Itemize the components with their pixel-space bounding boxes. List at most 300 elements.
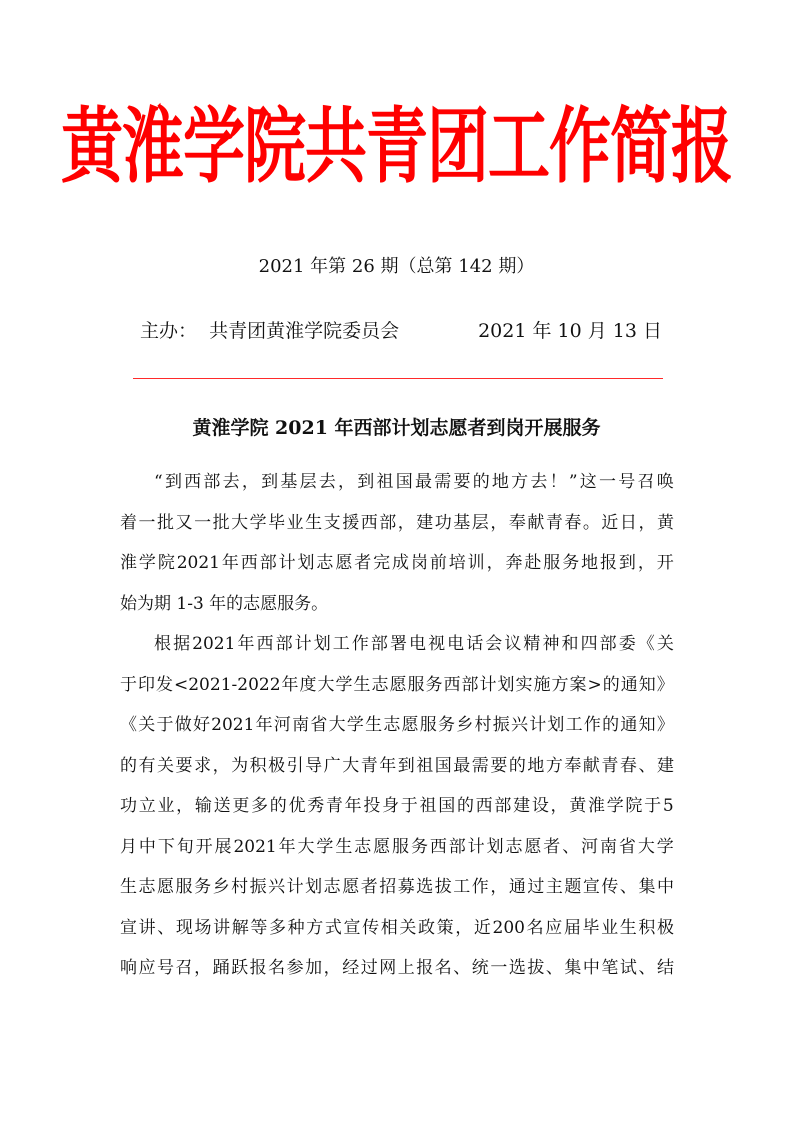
glyph: 种 [287,917,305,938]
glyph: 省 [618,836,636,857]
glyph: 做 [174,715,192,735]
glyph: 志 [354,836,372,857]
glyph: 建 [416,512,434,533]
glyph: 、 [619,877,637,897]
glyph: 极 [656,917,674,938]
glyph: 业 [286,512,304,533]
glyph: 愿 [373,836,391,857]
glyph: 200 [492,917,525,938]
glyph: ， [212,755,230,776]
glyph: 讲 [213,917,231,938]
glyph: 西 [184,472,202,492]
glyph: 应 [545,917,563,938]
glyph: 服 [175,877,193,897]
glyph: 愿 [335,553,353,573]
glyph: 求 [194,755,212,776]
glyph: 西 [443,674,461,695]
glyph: 募 [397,877,415,897]
glyph: 西 [360,512,378,533]
body-line [120,462,674,503]
glyph: 身 [382,796,400,816]
glyph: 地 [527,755,545,776]
glyph: 展 [214,836,232,857]
glyph: 工 [565,715,583,735]
body-line [120,867,674,908]
glyph: 统 [471,958,489,978]
glyph: 这 [579,472,597,492]
glyph: 、 [453,958,471,978]
body-line [120,827,674,868]
body-line [120,908,674,949]
glyph: 届 [563,917,581,938]
glyph: 划 [297,553,315,573]
glyph: 号 [157,958,175,978]
glyph: 岗 [410,553,428,573]
glyph: ， [486,553,504,573]
glyph: 去 [530,472,548,492]
glyph: 根 [154,634,171,654]
glyph: 乡 [212,877,230,897]
glyph: ， [637,553,655,573]
body-line [120,948,674,989]
glyph: 河 [581,836,599,857]
glyph: 的 [472,472,490,492]
glyph: 精 [523,634,541,654]
glyph: 于 [644,796,662,816]
glyph: 报 [600,553,618,573]
glyph: 旬 [176,836,194,857]
glyph: 计 [467,836,485,857]
glyph: 服 [419,715,437,735]
glyph: 策 [436,917,454,938]
glyph: 奉 [508,512,526,533]
glyph: 援 [342,512,360,533]
glyph: 集 [638,877,656,897]
glyph: 投 [363,796,381,816]
glyph: 度 [299,674,317,695]
glyph: 主 [545,877,563,897]
glyph: 划 [486,836,504,857]
glyph: 笔 [601,958,619,978]
glyph: 祖 [419,796,437,816]
glyph: 国 [434,755,452,776]
glyph: 划 [497,674,515,695]
glyph: 的 [508,755,526,776]
glyph: 学 [606,796,624,816]
glyph: 春 [564,512,582,533]
glyph: 设 [531,796,549,816]
glyph: 基 [280,472,298,492]
glyph: 多 [251,796,269,816]
glyph: 愿 [157,877,175,897]
glyph: 的 [120,755,137,776]
glyph: 部 [370,634,388,654]
glyph: 委 [618,634,636,654]
glyph: 通 [620,715,638,735]
glyph: 者 [543,836,561,857]
glyph: 业 [157,796,175,816]
glyph: 、 [545,958,563,978]
glyph: 一 [490,958,508,978]
glyph: 志 [323,877,341,897]
glyph: 名 [434,958,452,978]
glyph: 计 [294,634,312,654]
glyph: 部 [275,634,293,654]
glyph: 生 [619,917,637,938]
glyph: 志 [138,877,156,897]
glyph: 中 [138,836,156,857]
glyph: 愿 [524,836,542,857]
glyph: 者 [360,877,378,897]
glyph: 愿 [389,674,407,695]
glyph: 关 [157,755,175,776]
glyph: 西 [240,553,258,573]
glyph: 秀 [307,796,325,816]
glyph: 优 [288,796,306,816]
glyph: 到 [618,553,636,573]
body-line [120,746,674,787]
glyph: 输 [194,796,212,816]
glyph: “ [154,472,163,492]
glyph: 青 [360,755,378,776]
glyph: 毕 [582,917,600,938]
glyph: 一 [599,472,617,492]
sponsor-label: 主办： [140,320,198,342]
glyph: 、 [638,958,656,978]
glyph: 要 [175,755,193,776]
glyph: 部 [448,836,466,857]
glyph: 试 [619,958,637,978]
glyph: 务 [194,877,212,897]
glyph: 解 [231,917,249,938]
glyph: 部 [599,634,617,654]
glyph: 响 [120,958,137,978]
article-title: 黄淮学院 2021 年西部计划志愿者到岗开展服务 [192,417,601,439]
glyph: 开 [656,553,674,573]
glyph: ， [194,958,212,978]
glyph: 批 [157,512,175,533]
glyph: 召 [637,472,655,492]
glyph: 四 [580,634,598,654]
glyph: 到 [357,472,375,492]
glyph: 年 [255,715,273,735]
glyph: 国 [438,796,456,816]
glyph: 下 [157,836,175,857]
glyph: 青 [325,796,343,816]
glyph: 南 [292,715,310,735]
glyph: 完 [373,553,391,573]
glyph: 地 [491,472,509,492]
glyph: 集 [564,958,582,978]
glyph: 讲 [138,917,156,938]
glyph: ， [455,917,473,938]
glyph: 2021 [192,634,236,654]
glyph: 划 [305,877,323,897]
glyph: 到 [261,472,279,492]
glyph: 过 [527,877,545,897]
glyph: 报 [249,958,267,978]
glyph: 、 [638,755,656,776]
glyph: ， [323,958,341,978]
glyph: 国 [395,472,413,492]
glyph: 上 [397,958,415,978]
glyph: 方 [545,755,563,776]
glyph: 去 [318,472,336,492]
glyph: 献 [582,755,600,776]
glyph: 。 [582,512,600,533]
glyph: 名 [268,958,286,978]
glyph: 选 [508,958,526,978]
glyph: 相 [380,917,398,938]
glyph: 生 [335,836,353,857]
glyph: 地 [581,553,599,573]
glyph: 《 [120,715,137,735]
glyph: 宣 [343,917,361,938]
glyph: 划 [313,634,331,654]
glyph: 生 [120,877,137,897]
glyph: 毕 [268,512,286,533]
glyph: 结 [656,958,674,978]
glyph: 导 [305,755,323,776]
glyph: 年 [237,634,255,654]
glyph: 西 [256,634,274,654]
glyph: 召 [175,958,193,978]
glyph: 要 [490,755,508,776]
glyph: <2021-2022 [174,674,281,695]
glyph: 的 [269,796,287,816]
glyph: 务 [410,836,428,857]
glyph: 传 [362,917,380,938]
glyph: 方 [306,917,324,938]
glyph: 到 [164,472,182,492]
sponsor-block [140,316,399,346]
glyph: 大 [317,674,335,695]
glyph: 一 [138,512,156,533]
glyph: 工 [332,634,350,654]
issue-date: 2021 年 10 月 13 日 [478,320,662,342]
glyph: 层 [299,472,317,492]
glyph: 立 [138,796,156,816]
glyph: 大 [328,715,346,735]
glyph: ！ [549,472,567,492]
glyph: ， [338,472,356,492]
glyph: 着 [120,512,137,533]
glyph: 踊 [212,958,230,978]
glyph: 作 [583,715,601,735]
glyph: 计 [286,877,304,897]
glyph: 年 [379,755,397,776]
glyph: 于 [156,715,174,735]
glyph: 过 [360,958,378,978]
glyph: 建 [513,796,531,816]
glyph: 月 [120,836,137,857]
glyph: 会 [485,634,503,654]
body-line [120,705,674,746]
glyph: 部 [461,674,479,695]
glyph: 志 [371,674,389,695]
glyph: 、 [157,917,175,938]
glyph: 省 [310,715,328,735]
glyph: 的 [456,796,474,816]
glyph: 计 [278,553,296,573]
glyph: 大 [637,836,655,857]
glyph: 送 [213,796,231,816]
glyph: 好 [192,715,210,735]
glyph: ， [550,796,568,816]
glyph: ， [638,512,656,533]
glyph: 训 [467,553,485,573]
glyph: 务 [562,553,580,573]
glyph: 又 [175,512,193,533]
glyph: 村 [231,877,249,897]
glyph: 振 [249,877,267,897]
glyph: 、 [562,836,580,857]
glyph: 务 [425,674,443,695]
glyph: 大 [297,836,315,857]
glyph: 实 [515,674,533,695]
glyph: 基 [453,512,471,533]
glyph: 西 [475,796,493,816]
glyph: 生 [305,512,323,533]
glyph: 知 [638,715,656,735]
glyph: 服 [543,553,561,573]
glyph: 积 [249,755,267,776]
glyph: 支 [323,512,341,533]
glyph: 电 [409,634,427,654]
glyph: 招 [379,877,397,897]
glyph: 方 [511,472,529,492]
glyph: 知 [638,674,656,695]
glyph: 式 [324,917,342,938]
glyph: ” [568,472,578,492]
glyph: 等 [250,917,268,938]
glyph: 业 [601,917,619,938]
glyph: 年 [221,553,239,573]
glyph: 淮 [120,553,137,573]
glyph: 服 [407,674,425,695]
glyph: 划 [547,715,565,735]
body-line: 始为期 1-3 年的志愿服务。 [120,593,329,614]
glyph: 学 [656,836,674,857]
glyph: > [587,674,602,695]
glyph: 广 [323,755,341,776]
glyph: 署 [389,634,407,654]
glyph: 最 [453,755,471,776]
glyph: 政 [418,917,435,938]
glyph: 年 [344,796,362,816]
glyph: 学 [346,715,364,735]
glyph: 西 [429,836,447,857]
glyph: 加 [305,958,323,978]
body-line [120,786,674,827]
glyph: 功 [120,796,137,816]
glyph: ， [176,796,194,816]
glyph: 的 [602,715,620,735]
glyph: 选 [416,877,434,897]
glyph: 极 [268,755,286,776]
glyph: 和 [561,634,579,654]
glyph: 生 [353,674,371,695]
glyph: 场 [194,917,212,938]
glyph: 作 [471,877,489,897]
glyph: 方 [551,674,569,695]
glyph: 应 [138,958,156,978]
glyph: 于 [120,674,137,695]
glyph: 拔 [434,877,452,897]
glyph: 作 [351,634,369,654]
glyph: 通 [620,674,638,695]
glyph: 黄 [656,512,674,533]
glyph: 河 [273,715,291,735]
glyph: 志 [316,553,334,573]
glyph: 层 [471,512,489,533]
glyph: 学 [138,553,156,573]
glyph: 宣 [120,917,137,938]
glyph: 需 [471,755,489,776]
glyph: 积 [638,917,656,938]
glyph: 兴 [268,877,286,897]
glyph: ， [241,472,259,492]
glyph: 赴 [524,553,542,573]
glyph: 为 [231,755,249,776]
glyph: 引 [286,755,304,776]
glyph: 》 [656,715,674,735]
glyph: 视 [428,634,446,654]
glyph: 要 [453,472,471,492]
glyph: 计 [479,674,497,695]
glyph: ， [490,512,508,533]
glyph: 关 [656,634,674,654]
glyph: 振 [492,715,510,735]
glyph: 议 [504,634,522,654]
glyph: 前 [429,553,447,573]
glyph: 部 [494,796,512,816]
glyph: 功 [434,512,452,533]
glyph: 乡 [456,715,474,735]
glyph: 部 [203,472,221,492]
article-body [120,462,674,989]
glyph: 多 [269,917,286,938]
glyph: 批 [212,512,230,533]
glyph: 关 [399,917,417,938]
glyph: 宣 [582,877,600,897]
glyph: 2021 [211,715,255,735]
glyph: 跃 [231,958,249,978]
glyph: 最 [414,472,432,492]
glyph: 题 [564,877,582,897]
glyph: 培 [448,553,466,573]
glyph: 愿 [401,715,419,735]
glyph: 号 [618,472,636,492]
glyph: 施 [533,674,551,695]
glyph: 村 [474,715,492,735]
glyph: 2021 [233,836,277,857]
glyph: 中 [582,958,600,978]
glyph: 青 [601,755,619,776]
glyph: 日 [619,512,637,533]
glyph: 报 [416,958,434,978]
body-line [120,624,674,665]
glyph: 部 [379,512,397,533]
glyph: 需 [434,472,452,492]
glyph: 近 [601,512,619,533]
glyph: 通 [508,877,526,897]
glyph: 学 [335,674,353,695]
glyph: 成 [392,553,410,573]
glyph: 计 [529,715,547,735]
glyph: 年 [278,836,296,857]
glyph: 志 [383,715,401,735]
